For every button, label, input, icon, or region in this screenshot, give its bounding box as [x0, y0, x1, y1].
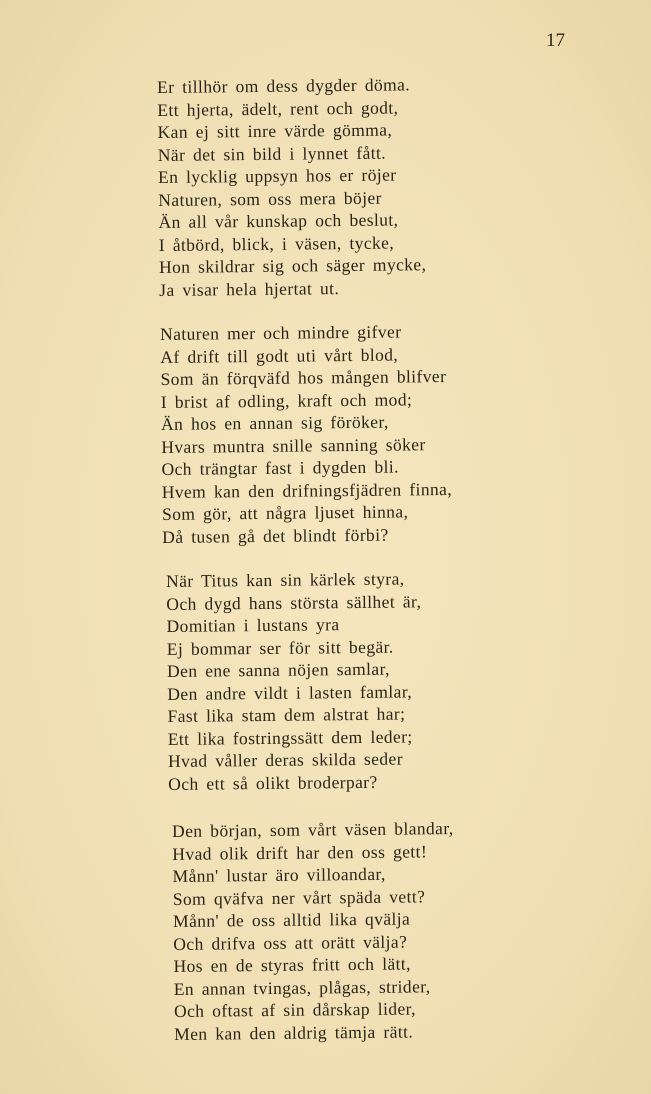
verse-line: Och dygd hans största sällhet är, — [166, 590, 422, 614]
verse-line: Hon skildrar sig och säger mycke, — [158, 254, 427, 277]
verse-line: Den andre vildt i lasten famlar, — [167, 680, 413, 704]
verse-line: Och oftast af sin dårskap lider, — [173, 998, 416, 1021]
verse-line: När Titus kan sin kärlek styra, — [166, 568, 405, 591]
verse-line: Er tillhör om dess dygder döma. — [157, 74, 411, 97]
verse-line: Men kan den aldrig tämja rätt. — [174, 1020, 414, 1044]
verse-line: När det sin bild i lynnet fått. — [157, 142, 387, 165]
verse-line: Domitian i lustans yra — [166, 614, 340, 636]
verse-line: Ett lika fostringssätt dem leder; — [167, 725, 413, 749]
verse-line: Ej bommar ser för sitt begär. — [166, 636, 394, 659]
verse-line: Hvad olik drift har den oss gett! — [172, 840, 428, 864]
verse-line: Af drift till godt uti vårt blod, — [160, 344, 399, 367]
stanza-4 — [172, 817, 456, 1045]
verse-line: Den ene sanna nöjen samlar, — [166, 658, 390, 681]
verse-line: Den början, som vårt väsen blandar, — [172, 818, 454, 841]
page-number: 17 — [546, 30, 565, 51]
verse-line: Än all vår kunskap och beslut, — [158, 209, 399, 232]
verse-line: Hos en de styras fritt och lätt, — [173, 953, 411, 976]
verse-line: Månn' de oss alltid lika qvälja — [172, 908, 411, 931]
verse-line: Ett hjerta, ädelt, rent och godt, — [157, 96, 399, 120]
verse-line: Naturen mer och mindre gifver — [160, 321, 402, 344]
verse-line: Fast lika stam dem alstrat har; — [167, 703, 406, 726]
verse-line: Hvars muntra snille sanning söker — [161, 433, 426, 457]
verse-line: Då tusen gå det blindt förbi? — [162, 524, 389, 547]
verse-line: En lycklig uppsyn hos er röjer — [157, 164, 397, 187]
verse-line: I åtbörd, blick, i väsen, tycke, — [158, 232, 395, 255]
verse-line: Hvad våller deras skilda seder — [167, 748, 403, 771]
verse-line: Månn' lustar äro villoandar, — [172, 863, 386, 886]
verse-line: Än hos en annan sig föröker, — [160, 411, 389, 434]
verse-line: Naturen, som oss mera böjer — [158, 187, 382, 210]
stanza-2 — [160, 320, 453, 548]
stanza-1 — [157, 73, 427, 301]
verse-line: Och drifva oss att orätt välja? — [173, 931, 408, 954]
verse-line: Och ett så olikt broderpar? — [168, 771, 378, 794]
verse-line: Som gör, att några ljuset hinna, — [161, 501, 409, 524]
verse-line: I brist af odling, kraft och mod; — [160, 388, 413, 412]
verse-line: Hvem kan den drifningsfjädren finna, — [161, 478, 453, 502]
verse-line: Och trängtar fast i dygden bli. — [161, 456, 399, 479]
verse-line: En annan tvingas, plågas, strider, — [173, 975, 431, 999]
verse-line: Som än förqväfd hos mången blifver — [160, 366, 447, 389]
verse-line: Ja visar hela hjertat ut. — [159, 277, 340, 300]
verse-line: Kan ej sitt inre värde gömma, — [157, 119, 393, 142]
stanza-3 — [166, 567, 423, 795]
verse-line: Som qväfva ner vårt späda vett? — [172, 885, 426, 909]
